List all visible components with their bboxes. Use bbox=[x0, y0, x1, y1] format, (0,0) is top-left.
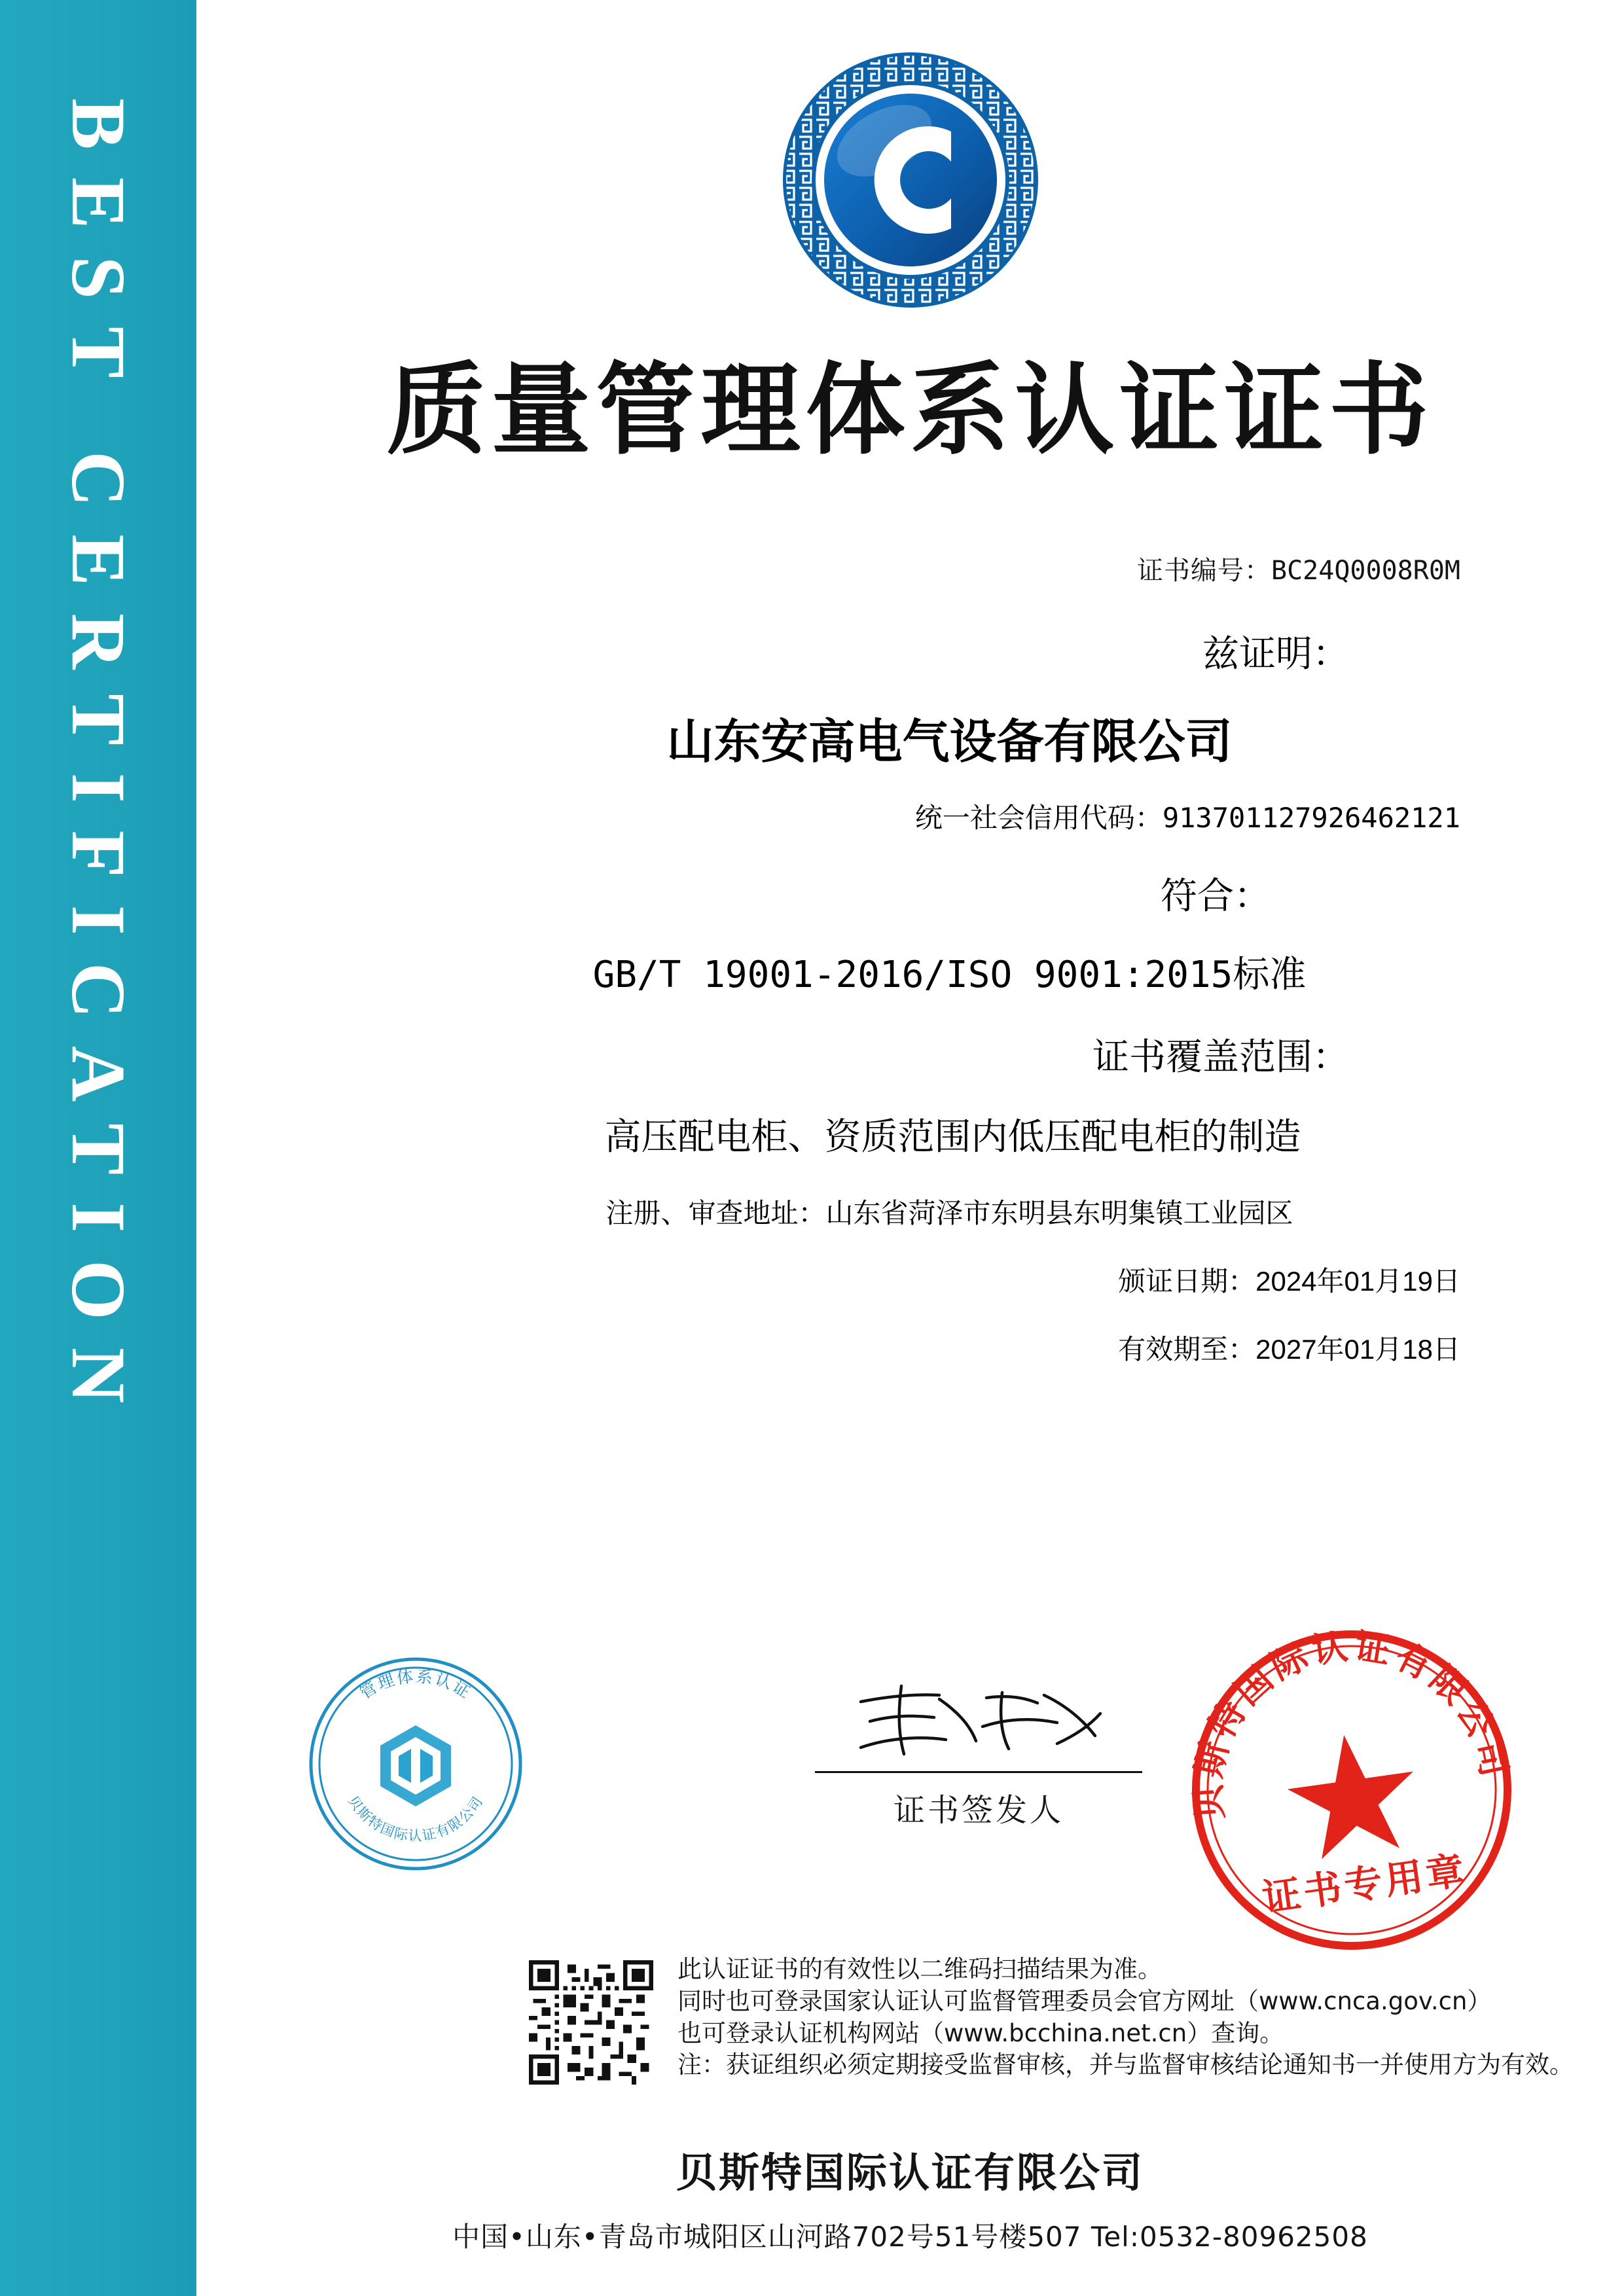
certificate-number-label: 证书编号： bbox=[1137, 556, 1272, 586]
footer-company-name: 贝斯特国际认证有限公司 bbox=[676, 2149, 1144, 2197]
left-color-band bbox=[0, 0, 196, 2296]
conform-label: 符合： bbox=[1161, 875, 1271, 916]
credit-code-row bbox=[196, 797, 1624, 836]
signature-icon bbox=[841, 1676, 1116, 1767]
scope-value: 高压配电柜、资质范围内低压配电柜的制造 bbox=[604, 1116, 1301, 1157]
issue-date-label: 颁证日期： bbox=[1118, 1266, 1256, 1297]
certificate-number-value: BC24Q0008R0M bbox=[1271, 556, 1460, 586]
page-title: 质量管理体系认证证书 bbox=[386, 352, 1434, 468]
hereby-label: 兹证明： bbox=[1202, 633, 1349, 674]
note-line-2: 同时也可登录国家认证认可监督管理委员会官方网址（www.cnca.gov.cn） bbox=[677, 1986, 1492, 2015]
signature-line bbox=[815, 1771, 1142, 1773]
valid-date-label: 有效期至： bbox=[1118, 1334, 1256, 1365]
seal-signature-row bbox=[196, 1625, 1624, 1924]
address-value: 山东省菏泽市东明县东明集镇工业园区 bbox=[825, 1198, 1293, 1229]
signature-block bbox=[805, 1676, 1152, 1830]
svg-text:贝斯特国际认证有限公司: 贝斯特国际认证有限公司 bbox=[1187, 1625, 1516, 1821]
note-line-4: 注：获证组织必须定期接受监督审核，并与监督审核结论通知书一并使用方为有效。 bbox=[677, 2051, 1574, 2079]
valid-date-row bbox=[196, 1328, 1624, 1367]
vertical-brand-text: BEST CERTIFICATION bbox=[56, 98, 141, 1431]
qr-code-icon[interactable] bbox=[529, 1960, 653, 2085]
accreditation-seal-icon bbox=[308, 1656, 524, 1872]
issue-date-value: 2024年01月19日 bbox=[1255, 1266, 1460, 1297]
red-company-stamp-icon bbox=[1178, 1617, 1525, 1964]
certificate-number-row bbox=[196, 550, 1624, 587]
notes-block bbox=[677, 1954, 1594, 2081]
issue-date-row bbox=[196, 1260, 1624, 1299]
footer-address: 中国•山东•青岛市城阳区山河路702号51号楼507 Tel:0532-80962508 bbox=[452, 2221, 1368, 2253]
scope-label: 证书覆盖范围： bbox=[1092, 1036, 1349, 1077]
note-line-3: 也可登录认证机构网站（www.bcchina.net.cn）查询。 bbox=[677, 2018, 1284, 2047]
note-line-1: 此认证证书的有效性以二维码扫描结果为准。 bbox=[677, 1955, 1162, 1983]
footer bbox=[196, 2140, 1624, 2255]
address-label: 注册、审查地址： bbox=[605, 1198, 826, 1229]
standard-value: GB/T 19001-2016/ISO 9001:2015标准 bbox=[592, 954, 1307, 996]
bc-round-logo-icon bbox=[780, 49, 1041, 311]
credit-code-value: 913701127926462121 bbox=[1162, 802, 1460, 834]
certificate-body bbox=[196, 550, 1624, 1367]
address-row bbox=[196, 1192, 1624, 1231]
svg-text:证书专用章: 证书专用章 bbox=[1259, 1847, 1470, 1921]
svg-text:管理体系认证: 管理体系认证 bbox=[356, 1666, 475, 1703]
credit-code-label: 统一社会信用代码： bbox=[914, 802, 1163, 833]
certificate-page bbox=[196, 0, 1624, 2296]
valid-date-value: 2027年01月18日 bbox=[1255, 1334, 1460, 1365]
signature-caption: 证书签发人 bbox=[893, 1792, 1064, 1829]
svg-text:贝斯特国际认证有限公司: 贝斯特国际认证有限公司 bbox=[345, 1793, 486, 1844]
company-name: 山东安高电气设备有限公司 bbox=[666, 716, 1233, 768]
